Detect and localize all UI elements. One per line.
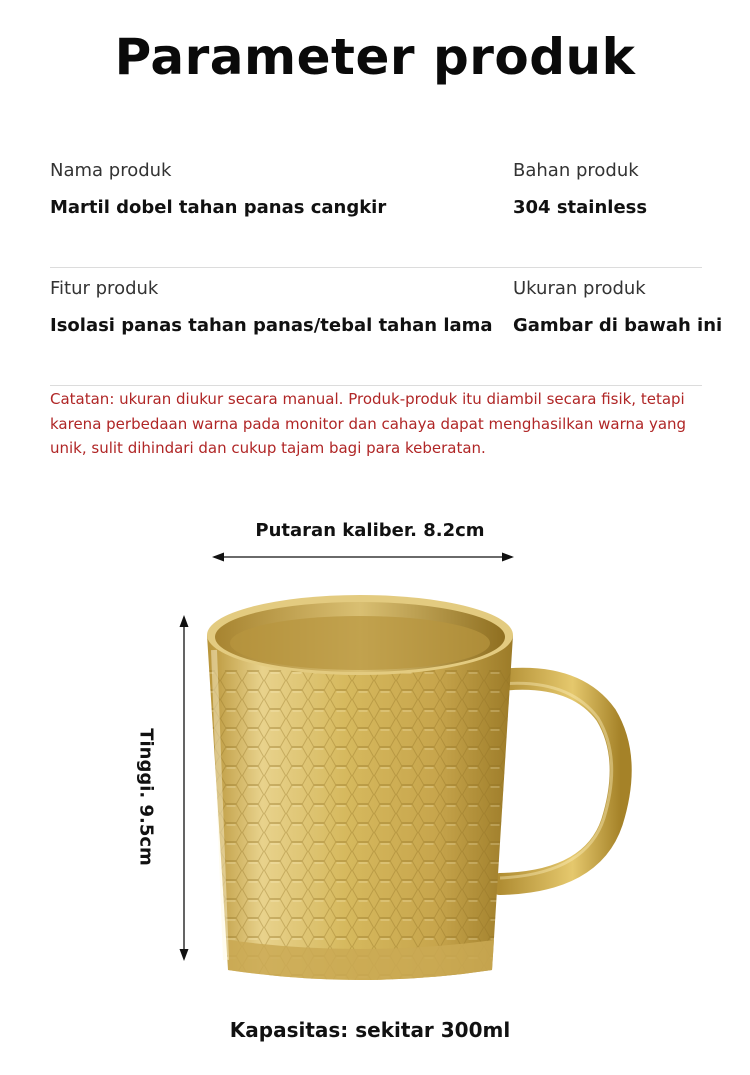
product-size-label: Ukuran produk xyxy=(513,278,646,299)
parameter-row xyxy=(50,150,702,268)
product-name-label: Nama produk xyxy=(50,160,172,181)
product-material-label: Bahan produk xyxy=(513,160,639,181)
height-label: Tinggi. 9.5cm xyxy=(135,728,157,866)
page-title: Parameter produk xyxy=(114,28,636,86)
mug-body xyxy=(200,635,520,990)
capacity-label: Kapasitas: sekitar 300ml xyxy=(229,1018,511,1042)
product-feature-cell xyxy=(50,278,493,336)
caliber-label: Putaran kaliber. 8.2cm xyxy=(255,520,485,541)
product-material-cell xyxy=(513,160,647,218)
product-size-value: Gambar di bawah ini xyxy=(513,315,723,336)
height-arrow xyxy=(180,615,189,961)
product-feature-value: Isolasi panas tahan panas/tebal tahan lama xyxy=(50,315,493,336)
product-dimension-figure xyxy=(0,500,750,1075)
parameter-row xyxy=(50,268,723,386)
parameter-table xyxy=(50,150,723,386)
disclaimer-note: Catatan: ukuran diukur secara manual. Produk-produk itu diambil secara fisik, tetapi karena perbedaan warna pada monitor dan cahaya dapat menghasilkan warna yang unik, sulit dihindari dan cukup tajam bagi para keberatan. xyxy=(50,390,687,457)
mug-illustration xyxy=(0,500,750,1075)
product-material-value: 304 stainless xyxy=(513,197,648,218)
product-size-cell xyxy=(513,278,722,336)
caliber-arrow xyxy=(212,553,514,562)
mug-rim xyxy=(207,595,513,675)
product-feature-label: Fitur produk xyxy=(50,278,159,299)
product-name-value: Martil dobel tahan panas cangkir xyxy=(50,197,387,218)
product-name-cell xyxy=(50,160,386,218)
mug-handle xyxy=(500,679,621,884)
